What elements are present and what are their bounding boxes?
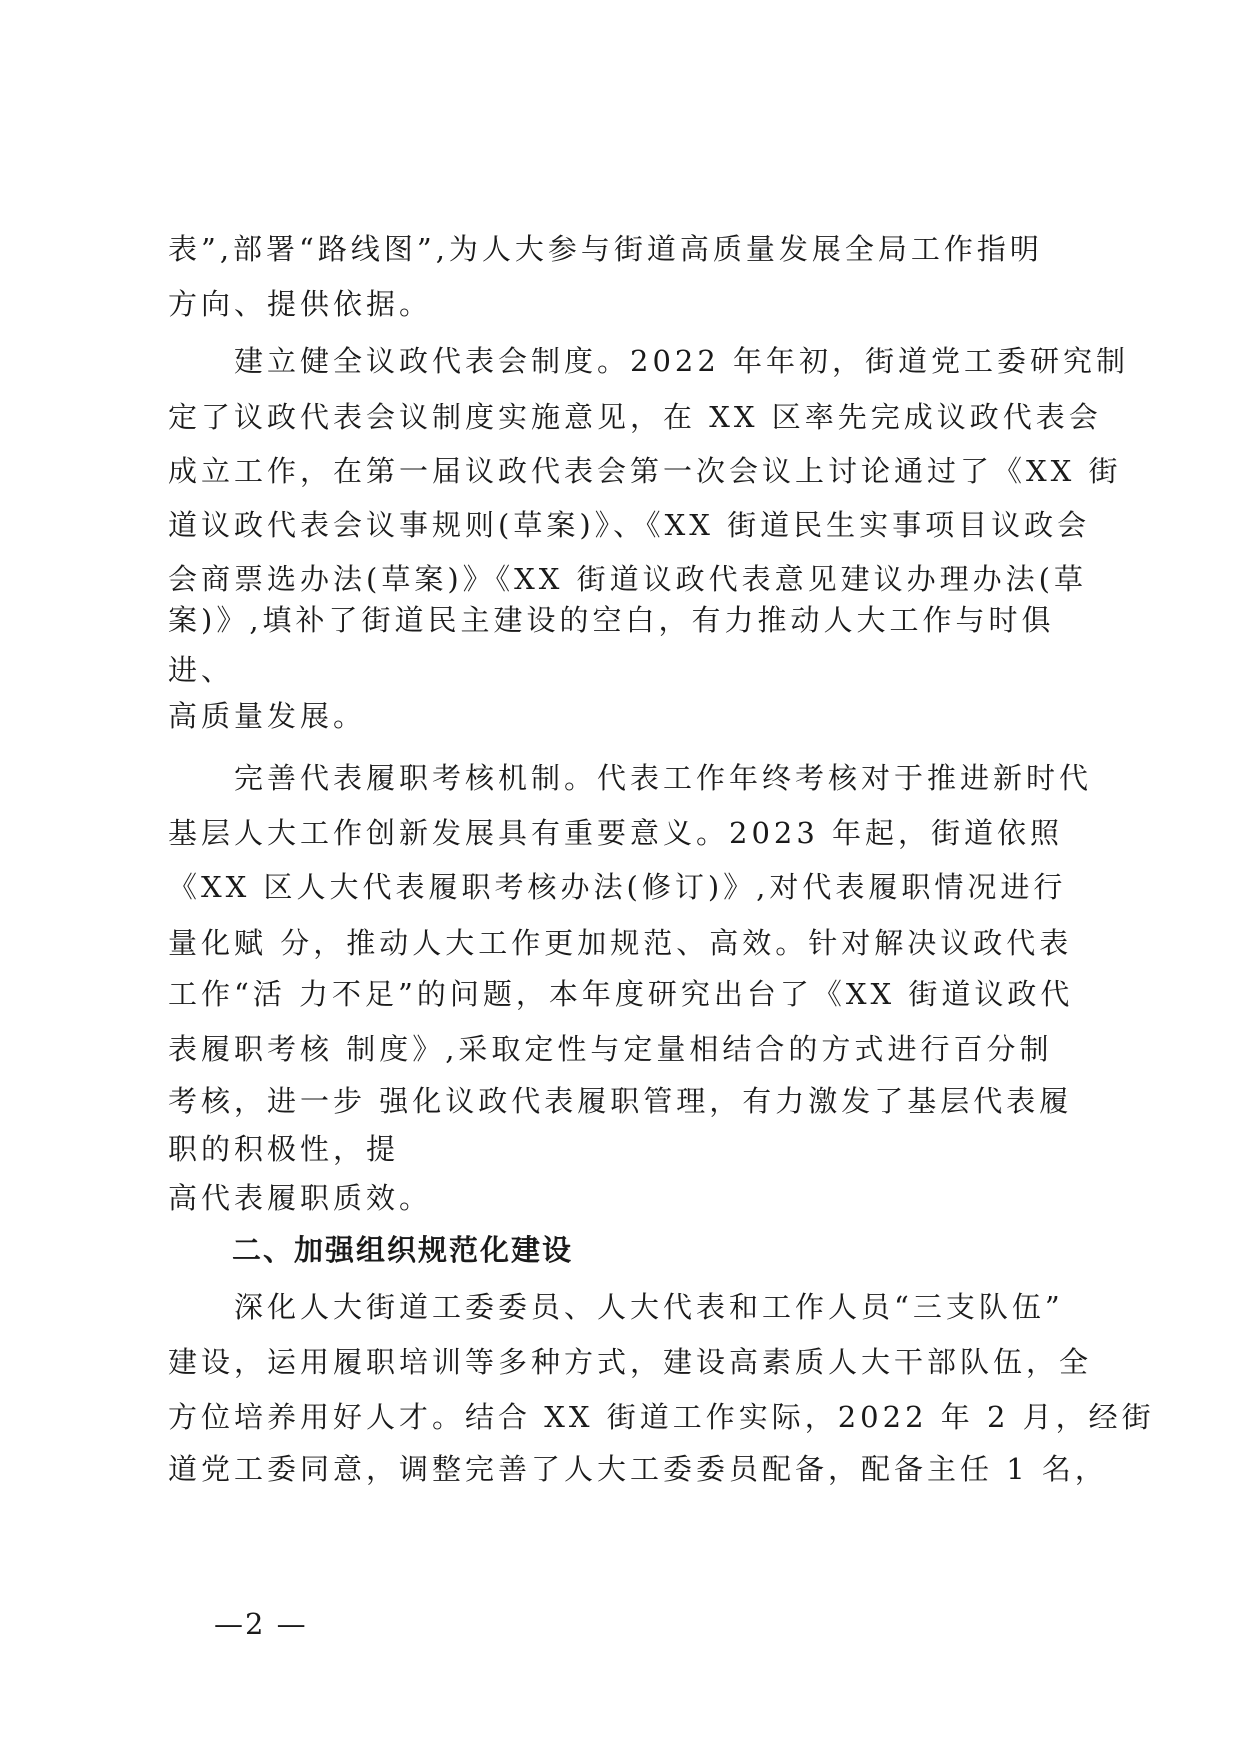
text-line-13: 《XX 区人大代表履职考核办法(修订)》,对代表履职情况进行 xyxy=(168,870,1067,904)
text-line-9: 进、 xyxy=(168,653,235,687)
text-line-4: 定了议政代表会议制度实施意见，在 XX 区率先完成议政代表会 xyxy=(168,400,1102,434)
text-line-1: 表”,部署“路线图”,为人大参与街道高质量发展全局工作指明 xyxy=(168,232,1043,266)
text-line-18: 职的积极性，提 xyxy=(168,1132,400,1166)
text-line-23: 道党工委同意，调整完善了人大工委委员配备，配备主任 1 名， xyxy=(168,1452,1108,1486)
text-line-16: 表履职考核 制度》,采取定性与定量相结合的方式进行百分制 xyxy=(168,1032,1053,1066)
text-line-2: 方向、提供依据。 xyxy=(168,287,433,321)
paragraph-start-line: 建立健全议政代表会制度。2022 年年初，街道党工委研究制 xyxy=(234,344,1130,378)
text-line-5: 成立工作，在第一届议政代表会第一次会议上讨论通过了《XX 街 xyxy=(168,454,1122,488)
text-line-10: 高质量发展。 xyxy=(168,699,367,733)
text-line-7: 会商票选办法(草案)》《XX 街道议政代表意见建议办理办法(草 xyxy=(168,562,1087,596)
text-line-17: 考核，进一步 强化议政代表履职管理，有力激发了基层代表履 xyxy=(168,1084,1073,1118)
page-number: —2 — xyxy=(214,1607,308,1641)
text-line-8: 案)》,填补了街道民主建设的空白，有力推动人大工作与时俱 xyxy=(168,603,1055,637)
text-line-14: 量化赋 分，推动人大工作更加规范、高效。针对解决议政代表 xyxy=(168,926,1073,960)
text-line-12: 基层人大工作创新发展具有重要意义。2023 年起，街道依照 xyxy=(168,816,1064,850)
paragraph-start-line: 完善代表履职考核机制。代表工作年终考核对于推进新时代 xyxy=(234,761,1093,795)
text-line-22: 方位培养用好人才。结合 XX 街道工作实际，2022 年 2 月，经街 xyxy=(168,1400,1155,1434)
text-line-19: 高代表履职质效。 xyxy=(168,1181,433,1215)
text-line-6: 道议政代表会议事规则(草案)》、《XX 街道民生实事项目议政会 xyxy=(168,508,1091,542)
paragraph-start-line: 深化人大街道工委委员、人大代表和工作人员“三支队伍” xyxy=(234,1290,1064,1324)
text-line-21: 建设，运用履职培训等多种方式，建设高素质人大干部队伍，全 xyxy=(168,1345,1093,1379)
section-heading: 二、加强组织规范化建设 xyxy=(232,1233,574,1267)
text-line-15: 工作“活 力不足”的问题，本年度研究出台了《XX 街道议政代 xyxy=(168,977,1074,1011)
